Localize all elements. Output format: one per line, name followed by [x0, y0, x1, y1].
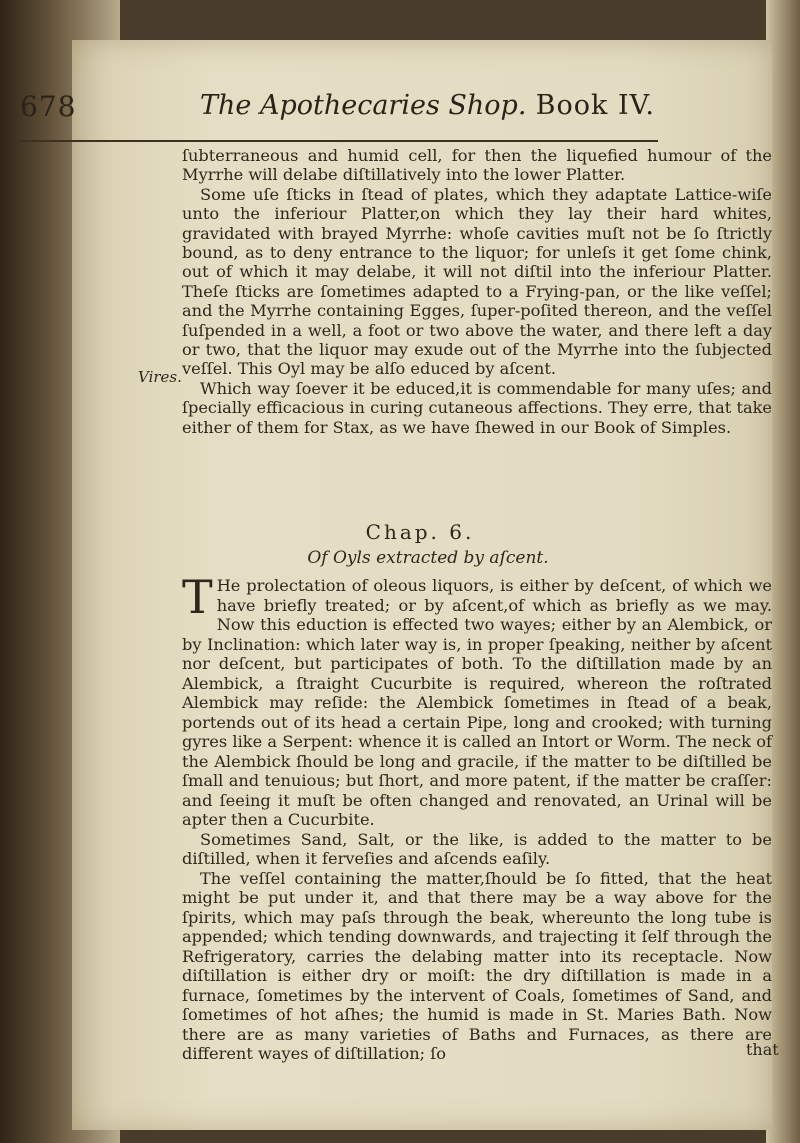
paragraph-text: He prolectation of oleous liquors, is either by deſcent, of which we have briefly treated; or by aſcent,of which as briefly as we may. Now this eduction is effected two wayes; either by an Alembick, or by Inclination: which later way is, in proper ſpeaking, neither by aſcent nor deſcent, but participates of both. To the diſtillation made by an Alembick, a ſtraight Cucurbite is required, whereon the roſtrated Alembick may reſide: the Alembick ſometimes in ſtead of a beak, portends out of its head a certain Pipe, long and crooked; with turning gyres like a Serpent: whence it is called an Intort or Worm. The neck of the Alembick ſhould be long and gracile, if the matter to be diſtilled be ſmall and tenuious; but ſhort, and more patent, if the matter be craſſer: and ſeeing it muſt be often changed and renovated, an Urinal will be apter then a Cucurbite. — [182, 576, 772, 829]
paragraph-text: Some uſe ſticks in ſtead of plates, which they adaptate Lattice-wiſe unto the inferiour Platter,on which they lay their hard whites, gravidated with brayed Myrrhe: whoſe cavities muſt not be ſo ſtrictly bound, as to deny entrance to the liquor; for unleſs it get ſome chink, out of which it may delabe, it will not diſtil into the inferiour Platter. Theſe ſticks are ſometimes adapted to a Frying-pan, or the like veſſel; and the Myrrhe containing Egges, ſuper-poſited thereon, and the veſſel ſuſpended in a well, a foot or two above the water, and there left a day or two, that the liquor may exude out of the Myrrhe into the ſubjected veſſel. This Oyl may be alſo educed by aſcent. — [182, 184, 772, 379]
chapter-subtitle: Of Oyls extracted by aſcent. — [307, 548, 549, 568]
paragraph — [182, 869, 772, 1064]
chapter-heading: Chap. 6. — [365, 520, 475, 544]
paragraph — [182, 830, 772, 869]
header-rule — [18, 140, 658, 142]
margin-note: Vires. — [138, 368, 182, 386]
catchword: that — [746, 1040, 779, 1059]
paragraph-text: Which way ſoever it be educed,it is commendable for many uſes; and ſpecially efficacious in curing cutaneous affections. They erre, that take either of them for Stax, as we have ſhewed in our Book of Simples. — [182, 378, 772, 437]
page-header — [20, 90, 670, 140]
paragraph — [182, 570, 772, 830]
top-text-block — [182, 146, 772, 437]
paragraph — [182, 146, 772, 185]
page-number: 678 — [20, 90, 77, 123]
paragraph — [182, 379, 772, 437]
chapter-text-block — [182, 570, 772, 1064]
paragraph-text: The veſſel containing the matter,ſhould be ſo fitted, that the heat might be put under it, and that there may be a way above for the ſpirits, which may paſs through the beak, whereunto the long tube is appended; which tending downwards, and trajecting it ſelf through the Refrigeratory, carries the delabing matter into its receptacle. Now diſtillation is either dry or moiſt: the dry diſtillation is made in a furnace, ſometimes by the intervent of Coals, ſometimes of Sand, and ſometimes of hot aſhes; the humid is made in St. Maries Bath. Now there are as many varieties of Baths and Furnaces, as there are different wayes of diſtillation; ſo — [182, 868, 772, 1063]
running-title: The Apothecaries Shop. — [200, 90, 527, 121]
paragraph — [182, 185, 772, 379]
paragraph-text: ſubterraneous and humid cell, for then the liquefied humour of the Myrrhe will delabe diſtillatively into the lower Platter. — [182, 146, 772, 185]
paragraph-text: Sometimes Sand, Salt, or the like, is added to the matter to be diſtilled, when it ferveſies and aſcends eaſily. — [182, 829, 772, 868]
drop-cap: T — [182, 570, 213, 624]
book-label: Book IV. — [535, 90, 655, 121]
